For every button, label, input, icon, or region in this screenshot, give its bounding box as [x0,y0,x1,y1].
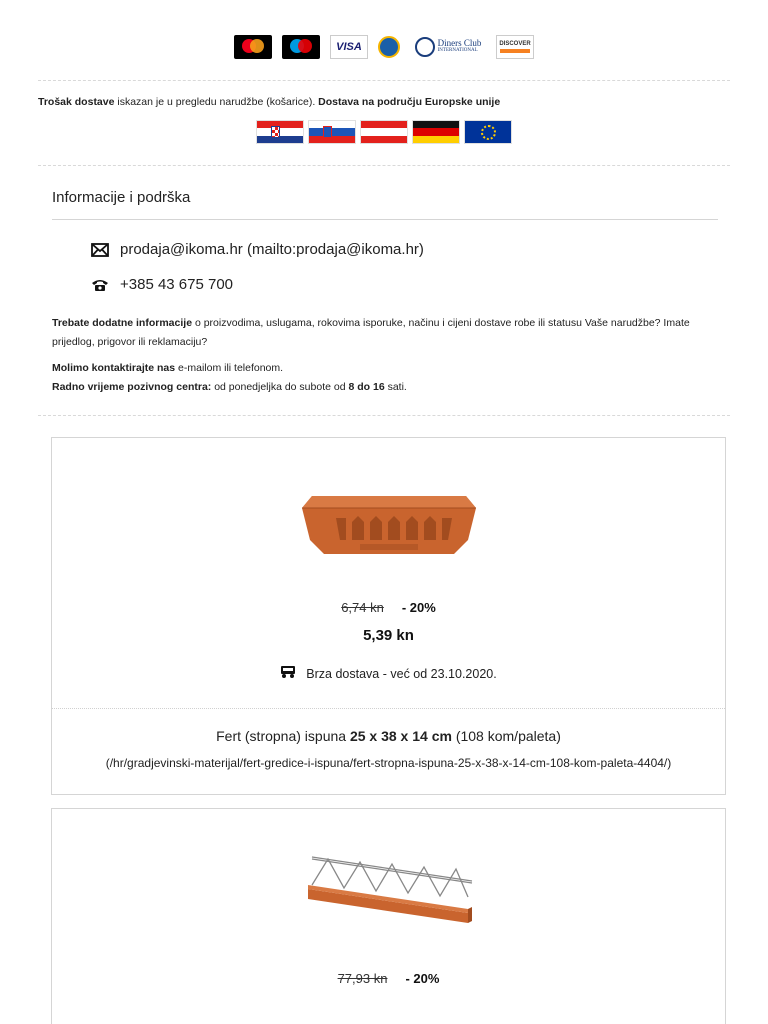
diners-club-icon: Diners Club INTERNATIONAL [410,35,486,59]
contact-phone[interactable] [90,276,233,293]
price-row [52,600,725,615]
globe-card-icon [378,36,400,58]
section-divider [38,415,730,416]
product-card[interactable] [51,808,726,1024]
austria-flag-icon [360,120,408,144]
price-row [52,971,725,986]
discount-badge: - 20% [405,971,440,986]
envelope-icon [90,242,110,258]
delivery-info: Brza dostava - već od 23.10.2020. [52,665,725,682]
product-link[interactable]: (/hr/gradjevinski-materijal/fert-gredice-i-ispuna/fert-stropna-ispuna-25-x-38-x-14-cm-108-kom-paleta-4404/) [105,756,672,770]
phone-number[interactable]: +385 43 675 700 [120,276,234,293]
discount-badge: - 20% [401,600,436,615]
title-rule [52,219,718,220]
product-image[interactable] [52,853,725,925]
old-price: 6,74 kn [341,600,384,615]
visa-icon: VISA [330,35,368,59]
section-title: Informacije i podrška [52,189,191,206]
country-flags [0,120,768,144]
truck-icon [280,665,296,682]
info-paragraph: Trebate dodatne informacije o proizvodima, uslugama, rokovima isporuke, načinu i cijeni dostave robe ili statusu Vaše narudžbe? Imate prijedlog, prigovor ili reklamaciju? [52,317,690,348]
slovenia-flag-icon [308,120,356,144]
email-link[interactable]: prodaja@ikoma.hr (mailto:prodaja@ikoma.hr) [120,241,424,258]
section-divider [38,80,730,81]
old-price: 77,93 kn [337,971,388,986]
eu-flag-icon [464,120,512,144]
mastercard-icon [234,35,272,59]
phone-icon [90,277,110,293]
germany-flag-icon [412,120,460,144]
section-divider [38,165,730,166]
maestro-icon [282,35,320,59]
contact-email[interactable] [90,241,424,258]
card-divider [52,708,725,709]
croatia-flag-icon [256,120,304,144]
product-title[interactable]: Fert (stropna) ispuna 25 x 38 x 14 cm (108 kom/paleta) [216,728,561,744]
product-image[interactable] [52,488,725,558]
info-paragraph: Molimo kontaktirajte nas e-mailom ili telefonom. Radno vrijeme pozivnog centra: od ponedjeljka do subote od 8 do 16 sati. [52,362,407,393]
shipping-info: Trošak dostave iskazan je u pregledu narudžbe (košarice). Dostava na području Europske unije [38,96,501,108]
discover-icon: DISCOVER [496,35,534,59]
current-price: 5,39 kn [363,627,414,644]
payment-methods [0,35,768,59]
product-card[interactable] [51,437,726,795]
